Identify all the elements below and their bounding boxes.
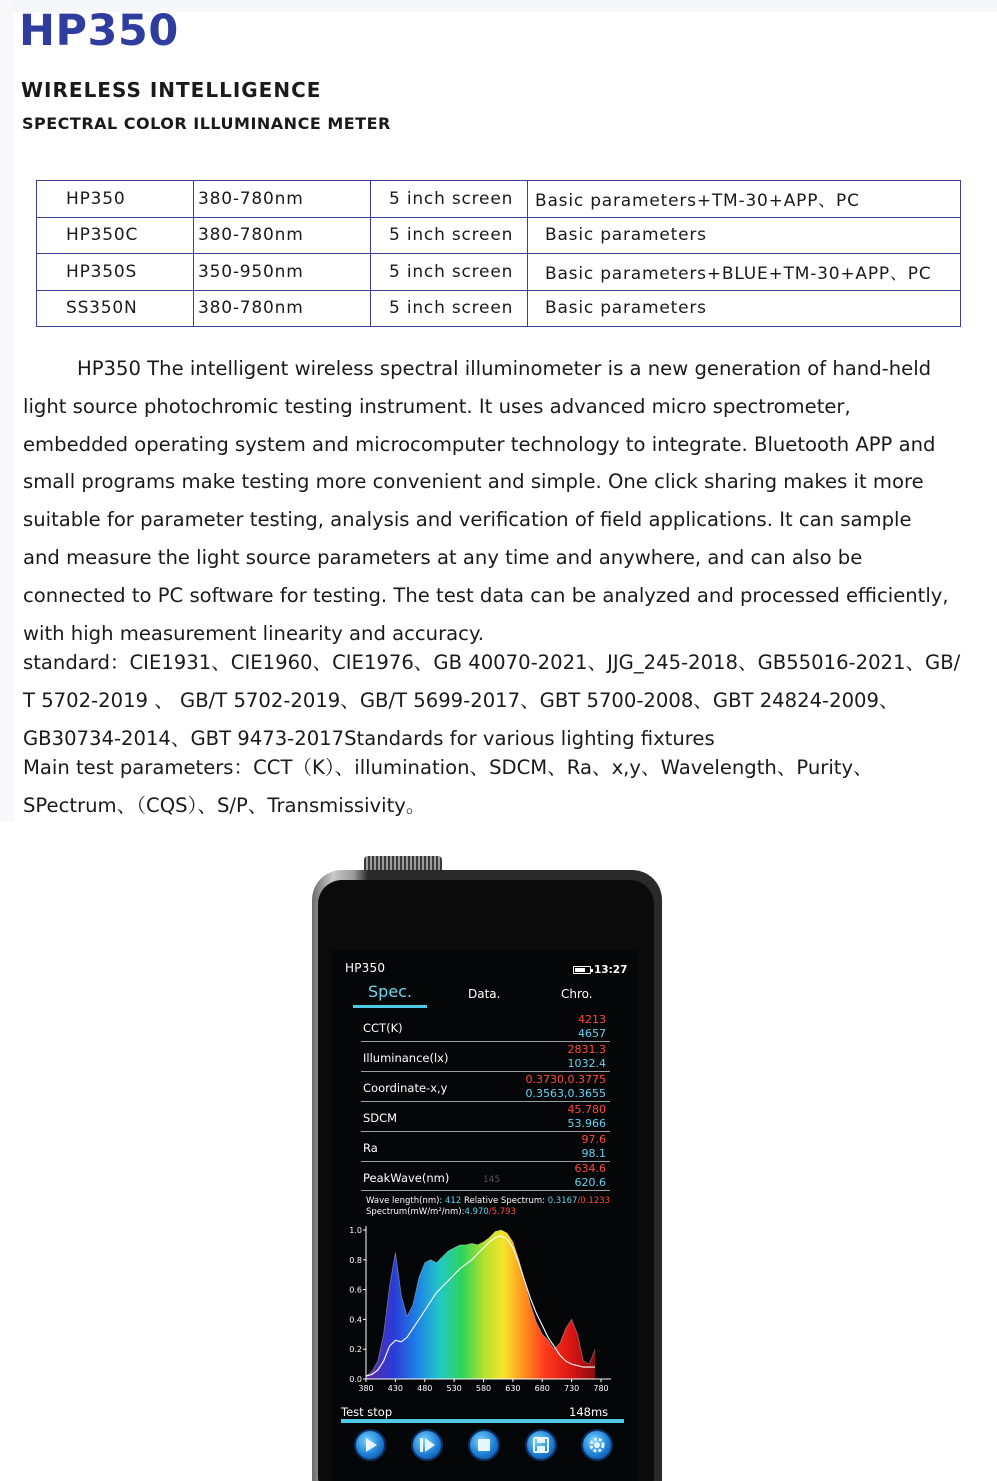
row-divider — [361, 1190, 610, 1191]
save-icon — [527, 1431, 555, 1459]
standard-line: GB30734-2014、GBT 9473-2017Standards for various lighting fixtures — [23, 726, 715, 750]
table-cell: 5 inch screen — [371, 217, 528, 254]
y-tick-label: 0.2 — [349, 1345, 362, 1355]
description-line: suitable for parameter testing, analysis and verification of field applications. It can sample — [23, 508, 912, 532]
table-cell: 380-780nm — [194, 181, 371, 218]
row-divider — [361, 1041, 610, 1042]
y-tick-label: 0.8 — [349, 1255, 362, 1265]
table-cell: Basic parameters — [528, 290, 961, 327]
row-value-red: 634.6 — [574, 1162, 606, 1175]
table-cell: HP350C — [37, 217, 194, 254]
row-value-cyan: 4657 — [578, 1027, 606, 1040]
settings-button[interactable] — [581, 1429, 613, 1461]
relative-label: Relative Spectrum: — [463, 1196, 545, 1206]
tab-data[interactable]: Data. — [468, 987, 501, 1001]
description-line: HP350 The intelligent wireless spectral illuminometer is a new generation of hand-held — [77, 357, 932, 380]
screen-time: 13:27 — [594, 964, 628, 976]
row-value-cyan: 98.1 — [581, 1147, 606, 1160]
wavelength-label: Wave length(nm): — [366, 1196, 443, 1206]
table-row — [37, 217, 961, 254]
description-line: light source photochromic testing instrument. It uses advanced micro spectrometer, — [23, 394, 851, 418]
table-cell: Basic parameters+TM-30+APP、PC — [528, 181, 961, 218]
x-tick-label: 630 — [505, 1384, 521, 1393]
row-label-sdcm: SDCM — [363, 1111, 398, 1125]
row-label-coordinate: Coordinate-x,y — [363, 1081, 448, 1095]
spectrum-info-line-1 — [366, 1196, 610, 1206]
main-params-line: Main test parameters：CCT（K）、illumination、SDCM、Ra、x,y、Wavelength、Purity、 — [23, 756, 873, 779]
row-value-red: 4213 — [578, 1013, 606, 1026]
description-line: small programs make testing more convenient and simple. One click sharing makes it more — [23, 470, 924, 494]
row-value-red: 97.6 — [581, 1133, 606, 1146]
description-line: connected to PC software for testing. The test data can be analyzed and processed efficiently, — [23, 583, 949, 607]
spectrum-label: Spectrum(mW/m²/nm): — [366, 1207, 465, 1217]
standard-paragraph — [23, 644, 973, 757]
tab-chro[interactable]: Chro. — [561, 987, 593, 1001]
left-strip — [0, 0, 14, 822]
main-params-line: SPectrum、（CQS）、S/P、Transmissivity。 — [23, 793, 426, 817]
battery-icon — [573, 966, 591, 974]
stop-icon — [470, 1431, 498, 1459]
row-value-cyan: 0.3563,0.3655 — [525, 1087, 606, 1100]
x-tick-label: 680 — [534, 1384, 550, 1393]
row-value-red: 0.3730,0.3775 — [525, 1073, 606, 1086]
main-params-paragraph — [23, 749, 973, 825]
row-label-cct: CCT(K) — [363, 1021, 403, 1035]
table-cell: Basic parameters+BLUE+TM-30+APP、PC — [528, 254, 961, 291]
table-cell: 380-780nm — [194, 217, 371, 254]
tab-active-underline — [353, 1005, 427, 1008]
table-cell: HP350 — [37, 181, 194, 218]
save-button[interactable] — [525, 1429, 557, 1461]
row-value-cyan: 620.6 — [574, 1176, 606, 1189]
step-play-button[interactable] — [411, 1429, 443, 1461]
description-line: with high measurement linearity and accuracy. — [23, 621, 484, 645]
wavelength-value: 412 — [445, 1196, 462, 1206]
status-text: Test stop — [341, 1405, 393, 1419]
play-button[interactable] — [354, 1429, 386, 1461]
table-cell: Basic parameters — [528, 217, 961, 254]
models-table — [36, 180, 961, 327]
y-tick-label: 0.6 — [349, 1285, 362, 1295]
x-tick-label: 580 — [475, 1384, 492, 1393]
spectrum-red-value: /5.793 — [488, 1207, 516, 1217]
table-cell: HP350S — [37, 254, 194, 291]
play-icon — [356, 1431, 384, 1459]
x-tick-label: 380 — [358, 1384, 374, 1393]
table-cell: 380-780nm — [194, 290, 371, 327]
row-divider — [361, 1161, 610, 1162]
standard-line: T 5702-2019 、 GB/T 5702-2019、GB/T 5699-2017、GBT 5700-2008、GBT 24824-2009、 — [23, 688, 899, 712]
spectrum-chart — [342, 1222, 627, 1398]
x-tick-label: 480 — [417, 1384, 433, 1393]
table-cell: 5 inch screen — [371, 290, 528, 327]
standard-line: standard：CIE1931、CIE1960、CIE1976、GB 40070-2021、JJG_245-2018、GB55016-2021、GB/ — [23, 651, 961, 674]
status-timing: 148ms — [569, 1405, 609, 1419]
table-cell: 350-950nm — [194, 254, 371, 291]
row-divider — [361, 1101, 610, 1102]
table-cell: 5 inch screen — [371, 254, 528, 291]
description-line: and measure the light source parameters at any time and anywhere, and can also be — [23, 545, 863, 569]
description-line: embedded operating system and microcomputer technology to integrate. Bluetooth APP and — [23, 432, 936, 456]
table-row — [37, 254, 961, 291]
relative-red-value: /0.1233 — [577, 1196, 611, 1206]
table-cell: SS350N — [37, 290, 194, 327]
screen-app-title: HP350 — [345, 961, 386, 975]
x-tick-label: 780 — [593, 1384, 609, 1393]
table-cell: 5 inch screen — [371, 181, 528, 218]
y-tick-label: 1.0 — [349, 1226, 362, 1235]
row-divider — [361, 1131, 610, 1132]
row-value-cyan: 1032.4 — [567, 1057, 606, 1070]
product-subtitle: WIRELESS INTELLIGENCE — [21, 78, 322, 102]
row-label-illuminance: Illuminance(lx) — [363, 1051, 449, 1065]
faint-overlay-text: 145 — [483, 1175, 501, 1185]
settings-gear-icon — [583, 1431, 611, 1459]
stop-button[interactable] — [468, 1429, 500, 1461]
x-tick-label: 730 — [563, 1384, 580, 1393]
y-tick-label: 0.0 — [349, 1375, 362, 1384]
x-tick-label: 530 — [446, 1384, 462, 1393]
description-paragraph — [23, 350, 973, 652]
row-divider — [361, 1071, 610, 1072]
relative-cyan-value: 0.3167 — [547, 1196, 578, 1206]
spectrum-info-line-2 — [366, 1207, 516, 1217]
spectrum-cyan-value: 4.970 — [464, 1207, 489, 1217]
y-tick-label: 0.4 — [349, 1315, 362, 1325]
step-play-icon — [413, 1431, 441, 1459]
x-tick-label: 430 — [387, 1384, 404, 1393]
row-value-red: 45.780 — [567, 1103, 606, 1116]
row-value-cyan: 53.966 — [567, 1117, 606, 1130]
product-subtitle-2: SPECTRAL COLOR ILLUMINANCE METER — [22, 114, 391, 133]
status-bar — [341, 1419, 624, 1423]
row-value-red: 2831.3 — [567, 1043, 606, 1056]
tab-spec[interactable]: Spec. — [368, 982, 413, 1001]
table-row — [37, 290, 961, 327]
table-row — [37, 181, 961, 218]
product-title: HP350 — [19, 6, 179, 56]
row-label-peakwave: PeakWave(nm) — [363, 1171, 450, 1185]
row-label-ra: Ra — [363, 1141, 378, 1155]
